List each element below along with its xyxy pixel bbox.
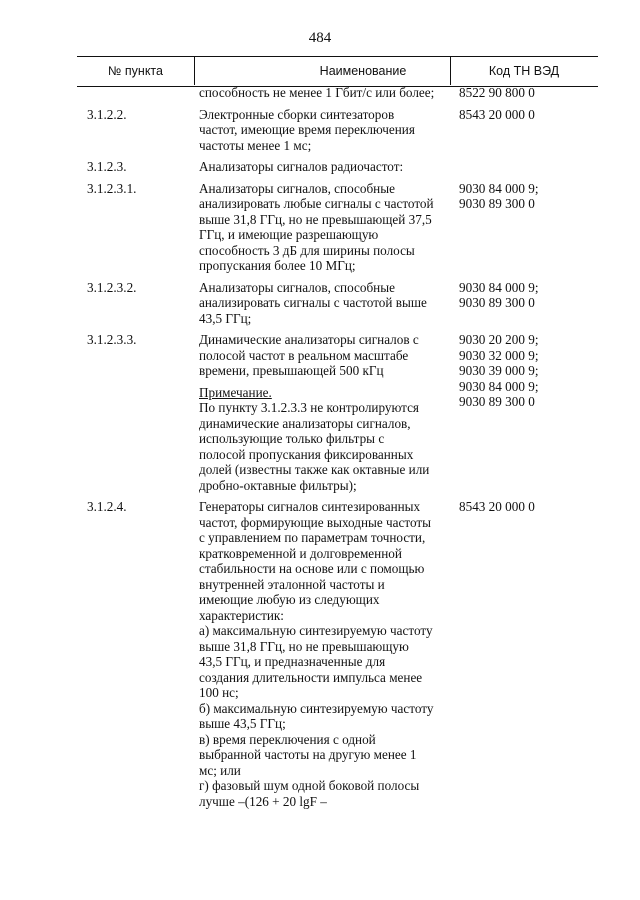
item-name-line: выше 31,8 ГГц, но не превышающей 37,5: [199, 211, 432, 227]
header-name: Наименование: [319, 64, 407, 78]
item-name-line: мс; или: [199, 762, 241, 778]
table-row: [77, 499, 598, 809]
note-line: долей (известны также как октавные или: [199, 462, 430, 477]
item-codes: [459, 280, 598, 311]
item-name: [199, 181, 449, 274]
item-name-line: лучше –(126 + 20 lgF –: [199, 793, 327, 809]
column-divider: [194, 56, 195, 85]
item-name-line: с управлением по параметрам точности,: [199, 530, 426, 545]
item-name-line: г) фазовый шум одной боковой полосы: [199, 778, 420, 793]
table-row: [77, 107, 598, 154]
item-code: 9030 89 300 0: [459, 394, 535, 409]
item-number: 3.1.2.4.: [87, 499, 127, 514]
item-name: [199, 85, 449, 101]
table-body: [77, 85, 598, 815]
item-name-line: частот, формирующие выходные частоты: [199, 514, 432, 530]
item-name: [199, 159, 449, 175]
item-name-line: способность 3 дБ для ширины полосы: [199, 242, 415, 258]
note-title: Примечание.: [199, 384, 272, 400]
note-line: полосой пропускания фиксированных: [199, 446, 414, 462]
item-name-line: частот, имеющие время переключения: [199, 122, 415, 137]
item-name-line: времени, превышающей 500 кГц: [199, 363, 384, 378]
table-row: [77, 159, 598, 175]
item-name: [199, 107, 449, 154]
item-code: 9030 89 300 0: [459, 196, 535, 211]
item-name-line: а) максимальную синтезируемую частоту: [199, 623, 433, 638]
item-name-line: в) время переключения с одной: [199, 731, 376, 747]
item-name-line: полосой частот в реальном масштабе: [199, 347, 409, 363]
item-codes: [459, 499, 598, 515]
item-code: 9030 84 000 9;: [459, 180, 539, 196]
item-code: 8522 90 800 0: [459, 85, 535, 100]
note-line: По пункту 3.1.2.3.3 не контролируются: [199, 400, 419, 415]
item-name-line: пропускания более 10 МГц;: [199, 258, 356, 273]
item-name-line: характеристик:: [199, 607, 284, 623]
column-divider: [450, 56, 451, 85]
item-number: 3.1.2.3.3.: [87, 332, 137, 347]
item-name-line: 100 нс;: [199, 685, 239, 700]
item-name-line: 43,5 ГГц, и предназначенные для: [199, 654, 386, 669]
item-name-line: Анализаторы сигналов, способные: [199, 180, 395, 196]
item-name-line: создания длительности импульса менее: [199, 669, 423, 685]
item-name-line: способность не менее 1 Гбит/с или более;: [199, 85, 435, 100]
item-code: 8543 20 000 0: [459, 499, 535, 514]
item-name-line: анализировать сигналы с частотой выше: [199, 295, 427, 310]
item-name: [199, 280, 449, 327]
note-line: использующие только фильтры с: [199, 431, 385, 446]
item-name-line: Анализаторы сигналов, способные: [199, 279, 395, 295]
item-name-line: анализировать любые сигналы с частотой: [199, 196, 434, 211]
page-number: 484: [308, 30, 332, 46]
item-name-line: ГГц, и имеющие разрешающую: [199, 227, 379, 242]
item-name-line: выбранной частоты на другую менее 1: [199, 747, 417, 762]
item-name-line: Электронные сборки синтезаторов: [199, 106, 395, 122]
table-row: [77, 85, 598, 101]
item-number: 3.1.2.3.: [87, 159, 127, 174]
item-code: 8543 20 000 0: [459, 106, 535, 122]
table-row: [77, 332, 598, 493]
item-number: 3.1.2.3.1.: [87, 180, 137, 196]
header-code: Код ТН ВЭД: [488, 64, 560, 78]
item-name-line: стабильности на основе или с помощью: [199, 561, 425, 576]
table-header: [77, 56, 598, 87]
item-name-line: кратковременной и долговременной: [199, 545, 402, 561]
item-code: 9030 39 000 9;: [459, 363, 539, 378]
table-row: [77, 181, 598, 274]
note: [199, 385, 449, 494]
item-name-line: 43,5 ГГц;: [199, 310, 252, 326]
item-code: 9030 32 000 9;: [459, 347, 539, 363]
item-code: 9030 84 000 9;: [459, 378, 539, 394]
item-name-line: имеющие любую из следующих: [199, 592, 380, 607]
table-row: [77, 280, 598, 327]
item-codes: [459, 332, 598, 410]
item-name-line: выше 43,5 ГГц;: [199, 716, 286, 731]
item-name-line: Генераторы сигналов синтезированных: [199, 499, 421, 514]
item-code: 9030 20 200 9;: [459, 332, 539, 347]
note-line: дробно-октавные фильтры);: [199, 477, 357, 493]
item-name-line: Анализаторы сигналов радиочастот:: [199, 159, 404, 174]
item-codes: [459, 107, 598, 123]
item-name: [199, 499, 449, 809]
item-number: 3.1.2.3.2.: [87, 279, 137, 295]
item-name: [199, 332, 449, 493]
item-code: 9030 84 000 9;: [459, 279, 539, 295]
note-line: динамические анализаторы сигналов,: [199, 415, 411, 431]
header-item-number: № пункта: [108, 64, 163, 78]
item-name-line: частоты менее 1 мс;: [199, 137, 312, 153]
item-codes: [459, 85, 598, 101]
item-code: 9030 89 300 0: [459, 295, 535, 310]
item-name-line: Динамические анализаторы сигналов с: [199, 332, 419, 347]
item-codes: [459, 181, 598, 212]
item-name-line: внутренней эталонной частоты и: [199, 576, 385, 592]
item-name-line: б) максимальную синтезируемую частоту: [199, 700, 434, 716]
item-name-line: выше 31,8 ГГц, но не превышающую: [199, 638, 409, 654]
item-number: 3.1.2.2.: [87, 106, 127, 122]
